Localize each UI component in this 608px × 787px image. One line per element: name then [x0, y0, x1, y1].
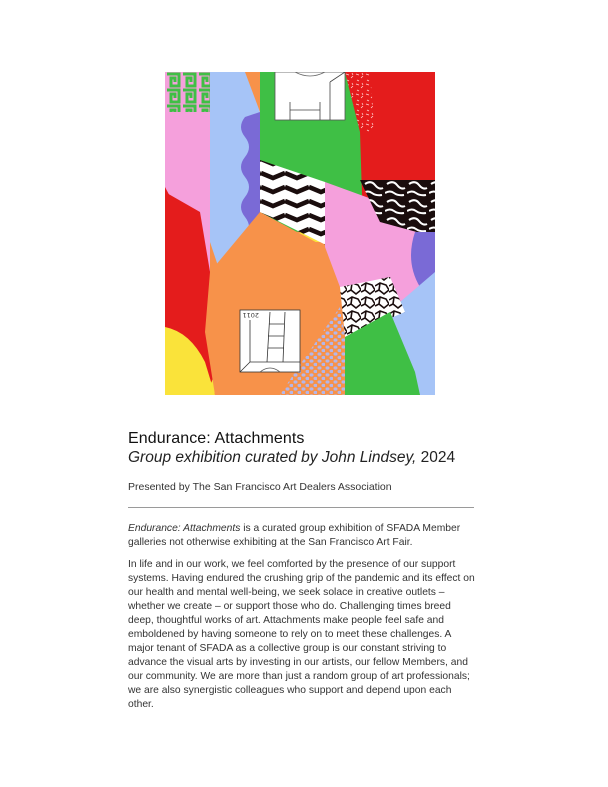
exhibition-year: 2024	[416, 449, 456, 466]
artwork-painting	[165, 72, 435, 395]
presented-by: Presented by The San Francisco Art Dealers Association	[128, 481, 392, 493]
divider	[128, 507, 474, 508]
artwork-inset-label: 2011	[242, 311, 259, 319]
exhibition-artwork	[165, 72, 435, 395]
curator-line: Group exhibition curated by John Lindsey,	[128, 449, 417, 466]
exhibition-description	[128, 522, 478, 720]
exhibition-title: Endurance: Attachments	[128, 430, 305, 447]
main-paragraph: In life and in our work, we feel comforted by the presence of our support systems. Having endured the crushing grip of the pandemic and its effect on our health and mental well-being, we seek solace in creative outlets – whether we create – or support those who do. Challenging times breed deep, thoughtful works of art. Attachments make people feel safe and emboldened by having someone to rely on to meet these challenges. A major tenant of SFADA as a collective group is our constant striving to advance the visual arts by investing in our artists, our fellow Members, and our community. We are more than just a random group of art professionals; we are also synergistic colleagues who support and depend upon each other.	[128, 559, 475, 710]
intro-paragraph	[128, 522, 478, 550]
exhibition-subtitle	[128, 448, 455, 467]
intro-text: is a curated group exhibition of SFADA Member galleries not otherwise exhibiting at the San Francisco Art Fair.	[128, 523, 461, 548]
intro-exhibition-name: Endurance: Attachments	[128, 523, 241, 534]
